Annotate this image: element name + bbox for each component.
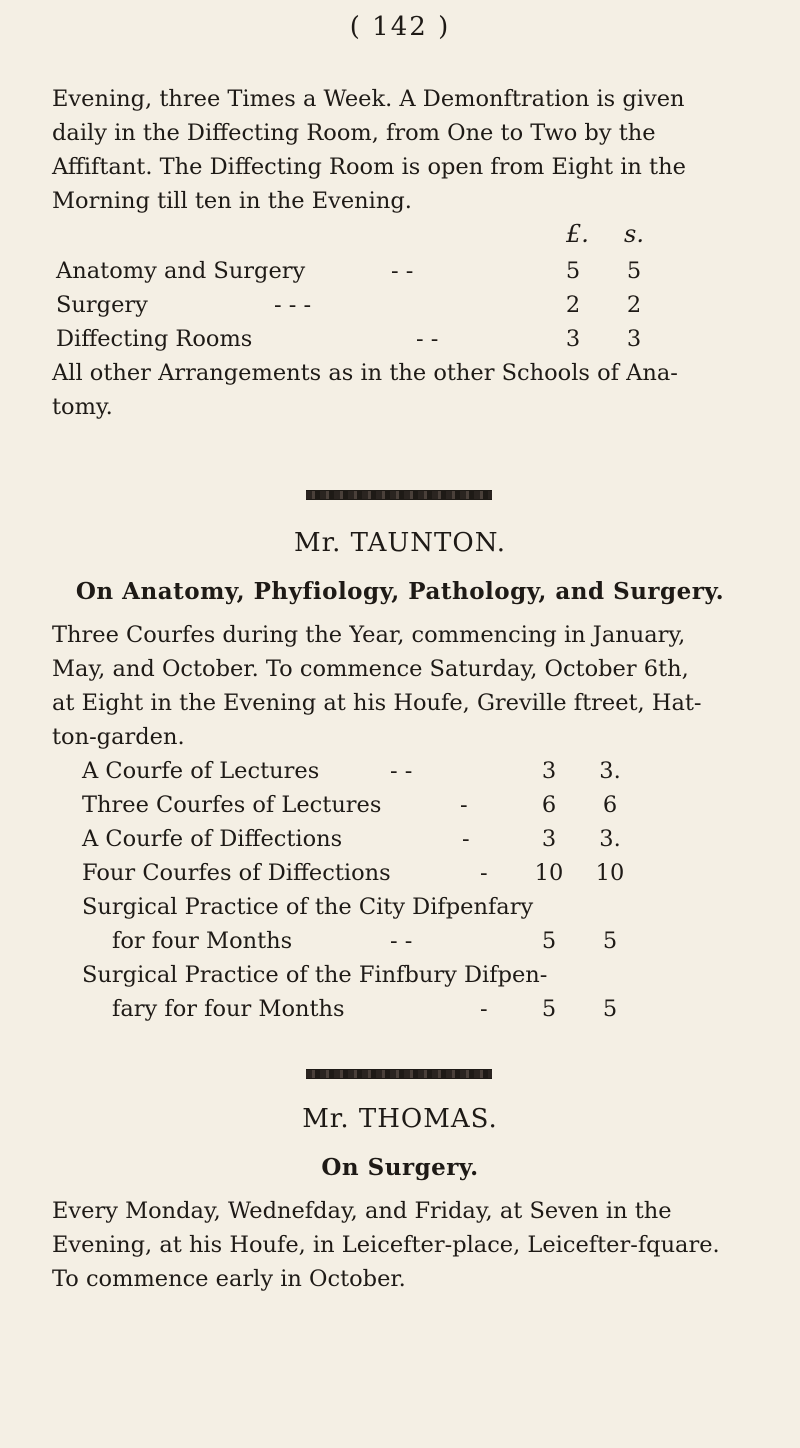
pounds-header: £.: [566, 220, 589, 248]
fee-label: Four Courfes of Diffections: [82, 860, 391, 886]
text-line: daily in the Diffecting Room, from One to Two by the: [52, 120, 656, 146]
thomas-paragraph: [52, 1194, 772, 1296]
text-line: tomy.: [52, 394, 113, 420]
practice-line: [82, 890, 762, 924]
fee-pounds: 10: [534, 860, 564, 886]
fee-label: Anatomy and Surgery: [56, 258, 306, 284]
fee-row: for four Months - - 5 5: [82, 924, 762, 958]
fee-row: A Courfe of Lectures - - 3 3.: [82, 754, 762, 788]
practice-label: Surgical Practice of the City Difpenfary: [82, 894, 534, 920]
taunton-paragraph: [52, 618, 772, 754]
fee-label: Diffecting Rooms: [56, 326, 253, 352]
fee-pounds: 5: [541, 996, 557, 1022]
fee-row: fary for four Months - 5 5: [82, 992, 762, 1026]
fee-shillings: 3.: [599, 758, 621, 784]
text-line: To commence early in October.: [52, 1266, 406, 1292]
fee-shillings: 10: [595, 860, 625, 886]
section-divider: [306, 490, 492, 500]
text-line: All other Arrangements as in the other Schools of Ana-: [52, 360, 678, 386]
text-line: ton-garden.: [52, 724, 185, 750]
page-number: ( 142 ): [349, 12, 451, 42]
text-line: at Eight in the Evening at his Houfe, Greville ftreet, Hat-: [52, 690, 702, 716]
fee-label: A Courfe of Lectures: [82, 758, 320, 784]
text-line: May, and October. To commence Saturday, October 6th,: [52, 656, 689, 682]
practice-label-cont: fary for four Months: [112, 996, 345, 1022]
fee-pounds: 3: [541, 758, 557, 784]
fee-pounds: 6: [541, 792, 557, 818]
fee-pounds: 5: [541, 928, 557, 954]
fee-table-taunton: [82, 754, 762, 1074]
fee-shillings: 5: [626, 258, 642, 284]
fee-shillings: 6: [602, 792, 618, 818]
lecturer-name: Mr. THOMAS.: [302, 1104, 498, 1134]
fee-pounds: 5: [565, 258, 581, 284]
fee-shillings: 2: [626, 292, 642, 318]
fee-table-dissecting: [56, 220, 756, 360]
section-divider: [306, 1069, 492, 1079]
text-line: Three Courfes during the Year, commencing in January,: [52, 622, 686, 648]
lecture-subject: On Surgery.: [321, 1154, 479, 1181]
text-line: Evening, three Times a Week. A Demonftration is given: [52, 86, 685, 112]
intro-paragraph: [52, 82, 772, 218]
fee-row: Four Courfes of Diffections - 10 10: [82, 856, 762, 890]
shillings-header: s.: [624, 220, 644, 248]
fee-pounds: 2: [565, 292, 581, 318]
fee-row: Diffecting Rooms - - 3 3: [56, 322, 756, 356]
text-line: Every Monday, Wednefday, and Friday, at Seven in the: [52, 1198, 672, 1224]
text-line: Morning till ten in the Evening.: [52, 188, 412, 214]
lecturer-name: Mr. TAUNTON.: [293, 528, 507, 558]
fee-row: Anatomy and Surgery - - 5 5: [56, 254, 756, 288]
fee-shillings: 3.: [599, 826, 621, 852]
fee-shillings: 3: [626, 326, 642, 352]
fee-row: Surgery - - - 2 2: [56, 288, 756, 322]
fee-pounds: 3: [541, 826, 557, 852]
lecture-subject: On Anatomy, Phyfiology, Pathology, and Surgery.: [75, 578, 725, 605]
text-line: Affiftant. The Diffecting Room is open from Eight in the: [52, 154, 686, 180]
fee-label: Three Courfes of Lectures: [82, 792, 382, 818]
fee-row: A Courfe of Diffections - 3 3.: [82, 822, 762, 856]
text-line: Evening, at his Houfe, in Leicefter-place, Leicefter-fquare.: [52, 1232, 720, 1258]
fee-shillings: 5: [602, 996, 618, 1022]
fee-shillings: 5: [602, 928, 618, 954]
arrangements-paragraph: [52, 356, 772, 424]
fee-label: Surgery: [56, 292, 148, 318]
fee-pounds: 3: [565, 326, 581, 352]
practice-label-cont: for four Months: [112, 928, 293, 954]
practice-label: Surgical Practice of the Finfbury Difpen-: [82, 962, 548, 988]
practice-line: [82, 958, 762, 992]
fee-label: A Courfe of Diffections: [82, 826, 343, 852]
fee-row: Three Courfes of Lectures - 6 6: [82, 788, 762, 822]
